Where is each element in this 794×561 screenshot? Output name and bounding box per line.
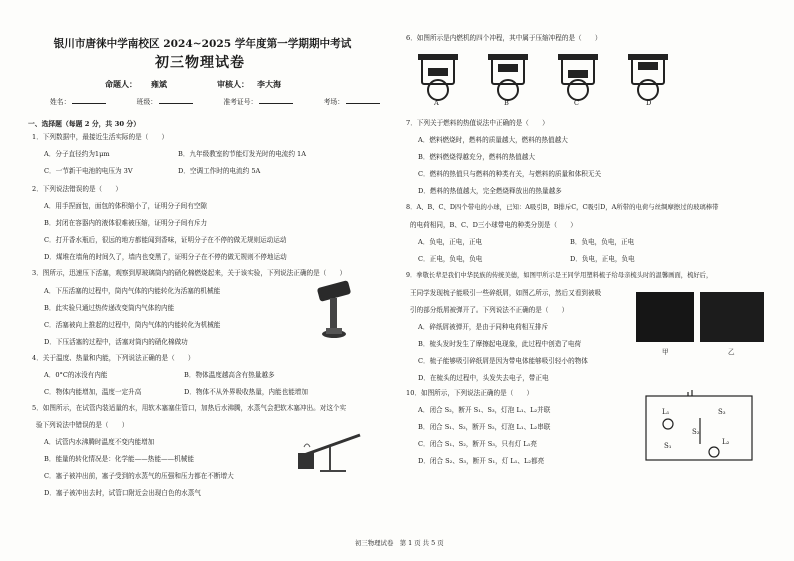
image-label-yi: 乙	[728, 348, 735, 356]
circuit-diagram	[640, 388, 760, 468]
option: B．九年级教室的节能灯发光时的电流约 1A	[178, 150, 306, 158]
exam-title: 银川市唐徕中学南校区 2024~2025 学年度第一学期期中考试	[53, 38, 352, 50]
question-9-cont: 王同学发现梳子能吸引一些碎纸屑，如图乙所示，然后又看到被吸	[410, 289, 602, 297]
option: B．梳头发时发生了摩擦起电现象，此过程中创造了电荷	[418, 340, 582, 348]
option: C．塞子被冲出前，塞子受到的水蒸气的压强和压力都在不断增大	[44, 472, 234, 480]
option: D．物体不从外界吸收热量，内能也能增加	[184, 388, 308, 396]
option: D．在梳头的过程中，头发失去电子，带正电	[418, 374, 549, 382]
option: C．闭合 S₁、S₂，断开 S₃，只有灯 L₁亮	[418, 440, 537, 448]
option: A．试管内水沸腾时温度不变内能增加	[44, 438, 155, 446]
field-room[interactable]: 考场：	[324, 96, 380, 106]
authors-line	[105, 79, 375, 90]
option: A．用手捏面包，面包的体积缩小了，证明分子间有空隙	[44, 202, 208, 210]
comb-image-yi	[700, 292, 764, 342]
piston-figure	[310, 280, 358, 342]
option: C．燃料的热值只与燃料的种类有关，与燃料的质量和体积无关	[418, 170, 602, 178]
image-label-jia: 甲	[662, 348, 669, 356]
option: A．碎纸屑被弹开，是由于同种电荷相互排斥	[418, 323, 549, 331]
field-class[interactable]: 班级：	[137, 96, 193, 106]
engine-label-b: B	[504, 99, 509, 107]
engine-label-d: D	[646, 99, 652, 107]
student-fields	[50, 96, 380, 106]
option: A．闭合 S₂，断开 S₁、S₃，灯泡 L₁、L₂并联	[418, 406, 551, 414]
option: B．封闭在容器内的液体很难被压缩，证明分子间有斥力	[44, 219, 208, 227]
test-tube-figure	[290, 425, 370, 475]
engine-label-c: C	[574, 99, 580, 107]
question-8-cont: 的电荷相同，B、C、D三小球带电的种类分别是（ ）	[410, 221, 577, 229]
option: B．闭合 S₁、S₃，断开 S₂，灯泡 L₁、L₂串联	[418, 423, 551, 431]
option: B．负电，负电，正电	[570, 238, 635, 246]
option: B．此实验只通过热传递改变筒内气体的内能	[44, 304, 175, 312]
engine-strokes-figure	[410, 50, 670, 108]
option: D．闭合 S₂、S₃，断开 S₁，灯 L₁、L₂都亮	[418, 457, 545, 465]
option: A．负电，正电，正电	[418, 238, 483, 246]
option: A．燃料燃烧时，燃料的质量越大，燃料的热值越大	[418, 136, 568, 144]
question-7: 7．下列关于燃料的热值说法中正确的是（ ）	[406, 119, 549, 127]
option: D．空调工作时的电流约 5A	[178, 167, 261, 175]
option: D．煤堆在墙角的时间久了，墙内也变黑了，证明分子在不停的做无规则不停地运动	[44, 253, 287, 261]
question-8: 8．A、B、C、D四个带电的小球，已知：A吸引B，B排斥C，C吸引D，A所带的电荷与丝绸摩擦过的玻璃棒带	[406, 203, 719, 211]
circuit-label-l1: L₁	[662, 408, 670, 416]
question-3: 3．图所示，迅速压下活塞，观察到厚玻璃筒内的硝化棉燃烧起来，关于该实验，下列说法正确的是（ ）	[32, 269, 347, 277]
question-1: 1．下列数据中，最接近生活实际的是（ ）	[32, 133, 169, 141]
option: B．燃料燃烧得越充分，燃料的热值越大	[418, 153, 535, 161]
question-4: 4．关于温度、热量和内能，下列说法正确的是（ ）	[32, 354, 195, 362]
option: C．打开香水瓶后，很远的地方都能闻到香味，证明分子在不停的做无规则运动运动	[44, 236, 287, 244]
option: C．物体内能增加，温度一定升高	[44, 388, 142, 396]
engine-label-a: A	[434, 99, 439, 107]
option: B．能量的转化情况是：化学能——热能——机械能	[44, 455, 194, 463]
option: A．分子直径约为1μm	[44, 150, 110, 158]
circuit-label-l2: L₂	[722, 438, 730, 446]
option: C．活塞被向上推起的过程中，筒内气体的内能转化为机械能	[44, 321, 221, 329]
field-id[interactable]: 准考证号：	[223, 96, 293, 106]
option: D．燃料的热值越大，完全燃烧释放出的热量越多	[418, 187, 562, 195]
circuit-label-s3: S₃	[718, 408, 726, 416]
option: A．0°C的冰没有内能	[44, 371, 108, 379]
circuit-label-s1: S₁	[664, 442, 672, 450]
circuit-label-s2: S₂	[692, 428, 700, 436]
question-5: 5．如图所示，在试管内装适量的水，用软木塞塞住管口，加热后水沸腾，水蒸气会把软木塞冲出。对这个实	[32, 404, 347, 412]
question-6: 6．如图所示是内燃机的四个冲程，其中属于压缩冲程的是（ ）	[406, 34, 602, 42]
field-name[interactable]: 姓名：	[50, 96, 106, 106]
page-footer: 初三物理试卷 第 1 页 共 5 页	[355, 539, 444, 547]
option: D．塞子被冲出去时，试管口附近会出现白色的水蒸气	[44, 489, 201, 497]
question-10: 10．如图所示，下列说法正确的是（ ）	[406, 389, 534, 397]
question-2: 2．下列说法错误的是（ ）	[32, 185, 122, 193]
option: C．一节新干电池的电压为 3V	[44, 167, 133, 175]
option: A．下压活塞的过程中，筒内气体的内能转化为活塞的机械能	[44, 287, 221, 295]
question-9-cont2: 引的部分纸屑被弹开了。下列说法不正确的是（ ）	[410, 306, 569, 314]
option: C．正电，负电，负电	[418, 255, 483, 263]
option: D．负电，正电，负电	[570, 255, 635, 263]
option: B．物体温度越高含有热量越多	[184, 371, 275, 379]
exam-subtitle: 初三物理试卷	[155, 55, 245, 71]
comb-image-jia	[636, 292, 694, 342]
author: 命题人： 雍斌	[105, 79, 167, 89]
option: D．下压活塞的过程中，活塞对筒内的硝化棉做功	[44, 338, 188, 346]
question-9: 9．拳敬长辈是我们中华民族的传统美德，如图甲所示是王同学用塑料梳子给母亲梳头时的温馨画面，梳好后，	[406, 272, 713, 279]
reviewer: 审核人： 李大海	[217, 79, 281, 89]
section-heading: 一、选择题（每题 2 分，共 30 分）	[28, 120, 141, 128]
question-5-cont: 验下列说法中错误的是（ ）	[36, 421, 129, 429]
option: C．梳子能够吸引碎纸屑是因为带电体能够吸引轻小的物体	[418, 357, 588, 365]
